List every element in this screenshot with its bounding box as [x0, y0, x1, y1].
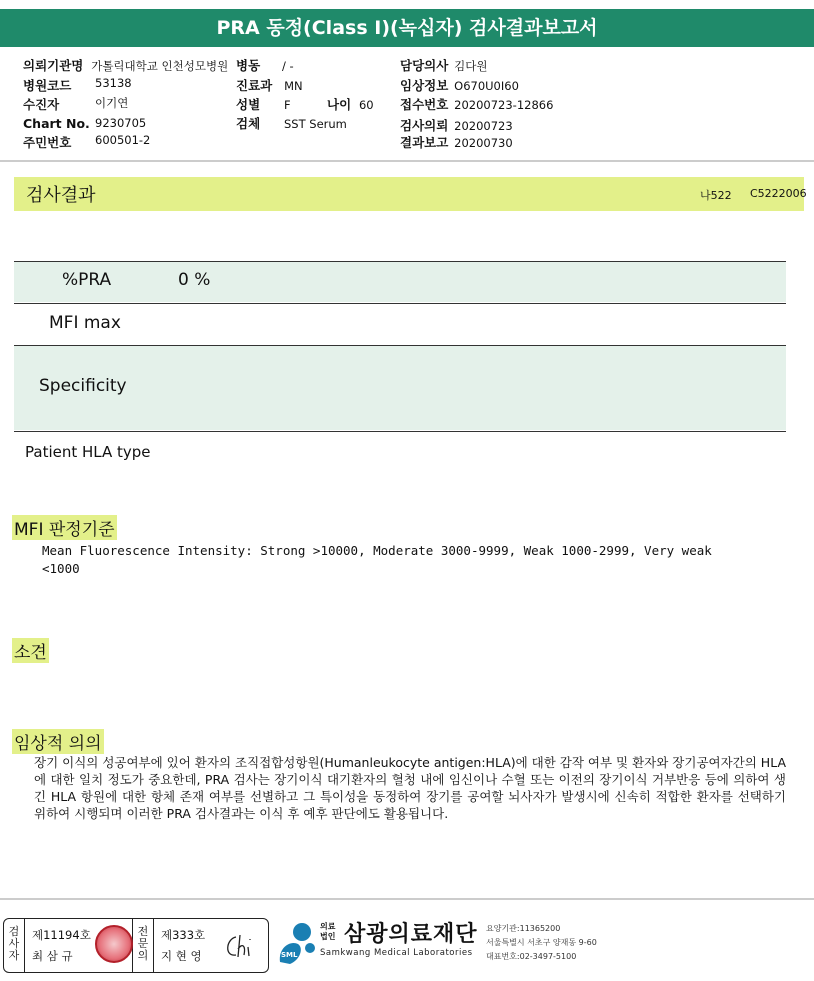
logo-badge: SML: [281, 951, 298, 959]
divider: [153, 919, 154, 972]
clinical-value: O670U0I60: [454, 79, 519, 93]
examinee-value: 이기연: [95, 96, 129, 110]
significance-heading: 임상적 의의: [12, 729, 104, 754]
mfi-criteria-heading: MFI 판정기준: [12, 515, 117, 540]
signature-box: [3, 918, 269, 973]
official-seal-icon: [95, 925, 133, 963]
table-line: [14, 431, 786, 432]
header-divider: [0, 160, 814, 162]
significance-text: 장기 이식의 성공여부에 있어 환자의 조직접합성항원(Humanleukocyte antigen:HLA)에 대한 감작 여부 및 환자와 장기공여자간의 HLA에 대한 일치 정도가 중요한데, PRA 검사는 장기이식 대기환자의 혈청 내에 임신이나 수혈 또는 이전의 장기이식 거부반응 등에 의하여 생긴 HLA 항원에 대한 항체 존재 여부를 선별하고 그 특이성을 동정하여 장기를 공여할 뇌사자가 발생시에 신속히 적합한 환자를 선택하기 위하여 시행되며 이러한 PRA 검사결과는 이식 후 예후 판단에도 활용됩니다.: [34, 755, 786, 821]
org-english-name: Samkwang Medical Laboratories: [320, 948, 473, 958]
sex-label: 성별: [236, 97, 261, 112]
pra-row: [14, 262, 786, 302]
clinical-label: 임상정보: [400, 78, 449, 93]
results-heading: 검사결과: [26, 185, 96, 206]
examiner-vertical-label: 검사자: [8, 925, 20, 962]
specialist-license: 제333호: [161, 928, 206, 942]
hospital-code-value: 53138: [95, 76, 132, 90]
phone: 대표번호:02-3497-5100: [486, 952, 577, 961]
org-name: 삼광의료재단: [344, 922, 478, 947]
results-code-2: C5222006: [750, 187, 807, 200]
mfi-max-label: MFI max: [49, 313, 121, 333]
rrn-value: 600501-2: [95, 133, 151, 147]
specialist-vertical-label: 전문의: [137, 925, 149, 962]
examinee-label: 수진자: [23, 97, 60, 112]
report-date-label: 결과보고: [400, 135, 449, 150]
specimen-label: 검체: [236, 116, 261, 131]
receipt-label: 접수번호: [400, 97, 449, 112]
report-date-value: 20200730: [454, 136, 513, 150]
specificity-row: [14, 346, 786, 430]
sml-logo-icon: [272, 918, 320, 970]
request-label: 검사의뢰: [400, 118, 449, 133]
address: 서울특별시 서초구 양재동 9-60: [486, 938, 597, 947]
request-value: 20200723: [454, 119, 513, 133]
receipt-value: 20200723-12866: [454, 98, 554, 112]
hospital-code-label: 병원코드: [23, 78, 72, 93]
pra-label: %PRA: [62, 270, 112, 290]
examiner-license: 제11194호: [32, 928, 91, 942]
mfi-criteria-line-1: Mean Fluorescence Intensity: Strong >10000, Moderate 3000-9999, Weak 1000-2999, Very weak: [42, 543, 712, 558]
specimen-value: SST Serum: [283, 117, 347, 131]
footer-divider: [0, 898, 814, 900]
results-code-1: 나522: [700, 189, 732, 202]
sex-value: F: [283, 98, 291, 112]
age-value: 60: [358, 98, 374, 112]
org-prefix-2: 법인: [320, 932, 336, 941]
hla-type-label: Patient HLA type: [25, 443, 151, 461]
chart-label: Chart No.: [23, 116, 90, 131]
rrn-label: 주민번호: [23, 135, 72, 150]
dept-value: MN: [284, 79, 303, 93]
ward-value: / -: [281, 59, 294, 73]
dept-label: 진료과: [236, 78, 273, 93]
ward-label: 병동: [236, 58, 261, 73]
institution-value: 가톨릭대학교 인천성모병원: [91, 59, 229, 73]
pra-value: 0 %: [178, 270, 211, 290]
age-label: 나이: [327, 97, 352, 112]
care-code: 요양기관:11365200: [486, 924, 561, 933]
org-prefix-1: 의료: [320, 922, 336, 931]
chart-value: 9230705: [95, 116, 147, 130]
specificity-label: Specificity: [39, 376, 127, 396]
results-header: [14, 177, 807, 211]
specialist-name: 지 현 영: [161, 949, 202, 963]
doctor-label: 담당의사: [400, 58, 449, 73]
examiner-name: 최 삼 규: [32, 949, 73, 963]
org-prefix: [320, 922, 335, 942]
institution-label: 의뢰기관명: [23, 58, 84, 73]
opinion-heading: 소견: [12, 638, 49, 663]
signature-icon: [222, 929, 262, 963]
doctor-value: 김다원: [454, 59, 488, 73]
table-line: [14, 303, 786, 304]
divider: [24, 919, 25, 972]
report-title: PRA 동정(Class I)(녹십자) 검사결과보고서: [0, 9, 814, 47]
mfi-criteria-line-2: <1000: [42, 561, 80, 576]
